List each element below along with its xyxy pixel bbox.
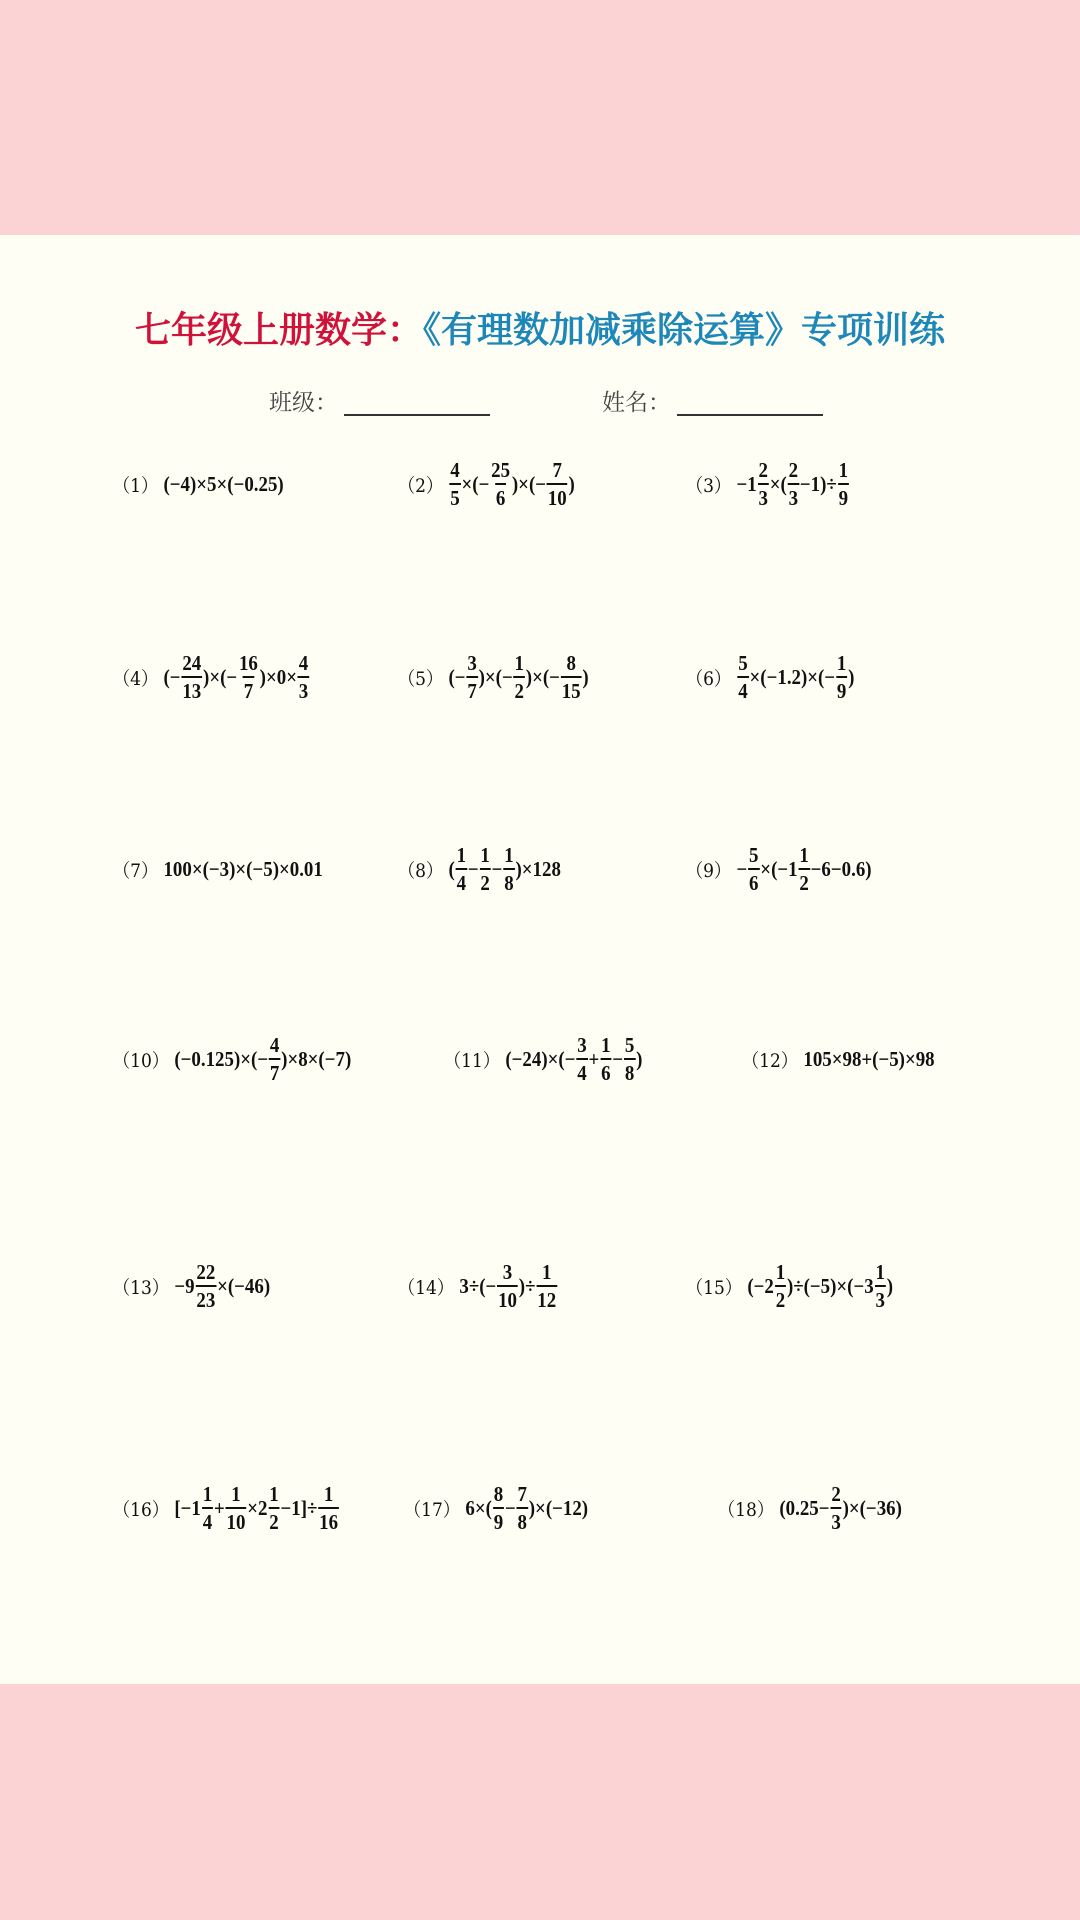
fraction [195,1261,216,1311]
fraction-numerator: 8 [566,650,576,675]
fraction-numerator: 5 [738,650,748,675]
fraction-denominator: 2 [514,676,525,702]
fraction [238,652,259,702]
fraction-numerator: 1 [875,1259,885,1284]
expression-text: 105×98+(−5)×98 [803,1046,935,1071]
problem-2 [398,454,575,514]
fraction-numerator: 1 [456,842,467,867]
fraction-denominator: 7 [269,1058,280,1084]
fraction-denominator: 15 [561,676,582,702]
problem-number: （8） [398,859,444,882]
fraction-numerator: 1 [838,457,849,482]
expression-text: (− [448,664,466,689]
fraction [269,1034,280,1084]
problem-number: （14） [398,1276,454,1299]
fraction-numerator: 1 [836,650,847,675]
expression-text: −1)÷ [799,471,837,496]
problem-11 [444,1029,642,1089]
fraction [268,1483,279,1533]
fraction-numerator: 1 [480,842,490,867]
fraction [181,652,202,702]
fraction-numerator: 1 [323,1481,334,1506]
title-grade: 七年级上册数学： [134,310,423,351]
expression-text: − [491,856,503,881]
expression-text: )÷ [518,1273,536,1298]
fraction-denominator: 4 [576,1058,587,1084]
expression-text: − [612,1046,624,1071]
fraction-denominator: 13 [181,676,202,702]
problem-number: （13） [113,1276,169,1299]
expression-text: )×(− [478,664,513,689]
fraction-denominator: 3 [788,483,799,509]
expression-text: + [588,1046,600,1071]
fraction [875,1261,886,1311]
fraction-numerator: 3 [467,650,477,675]
expression-text: ) [568,471,575,496]
fraction [600,1034,611,1084]
problem-number: （18） [718,1498,774,1521]
fraction-denominator: 2 [480,868,491,894]
problem-number: （3） [686,474,732,497]
problem-6 [686,647,854,707]
problem-number: （10） [113,1049,169,1072]
fraction-numerator: 1 [799,842,809,867]
fraction-denominator: 8 [624,1058,635,1084]
expression-text: ) [636,1046,643,1071]
expression-text: )×(−12) [528,1495,589,1520]
problem-number: （5） [398,667,444,690]
fraction-numerator: 1 [514,650,524,675]
fraction-numerator: 1 [775,1259,786,1284]
problem-15 [686,1256,893,1316]
name-blank[interactable] [677,414,823,416]
expression-text: ) [886,1273,894,1298]
fraction-denominator: 4 [737,676,748,702]
fraction-denominator: 6 [495,483,506,509]
fraction [788,459,799,509]
expression-text: ×(−46) [217,1273,271,1298]
fraction [318,1483,339,1533]
expression-text: + [213,1495,225,1520]
fraction-denominator: 9 [836,676,847,702]
fraction-numerator: 22 [196,1259,216,1284]
problem-number: （12） [742,1049,798,1072]
fraction-denominator: 7 [466,676,477,702]
worksheet-title [0,302,1080,353]
fraction [799,844,810,894]
expression-text: [−1 [174,1495,201,1520]
expression-text: (− [163,664,181,689]
problem-12 [742,1029,935,1089]
expression-text: (−24)×(− [505,1046,576,1071]
expression-text: −9 [174,1273,195,1298]
fraction-denominator: 3 [830,1507,841,1533]
expression-text: − [467,856,479,881]
problem-13 [113,1256,270,1316]
expression-text: − [504,1495,516,1520]
fraction-denominator: 23 [195,1285,216,1311]
fraction [561,652,582,702]
expression-text: ×(− [461,471,490,496]
class-field [269,384,490,417]
fraction [624,1034,635,1084]
fraction [576,1034,587,1084]
expression-text: −1]÷ [280,1495,318,1520]
fraction [836,652,847,702]
fraction-numerator: 1 [202,1481,213,1506]
expression-text: ) [848,664,855,689]
expression-text: )×0× [259,664,297,689]
problem-number: （11） [444,1049,500,1072]
fraction-denominator: 9 [838,483,849,509]
fraction-denominator: 2 [775,1285,786,1311]
expression-text: )×(−36) [842,1495,902,1520]
expression-text: 3÷(− [459,1273,497,1298]
title-suffix: 专项训练 [801,310,946,351]
fraction-numerator: 3 [577,1032,587,1057]
problem-5 [398,647,589,707]
fraction-denominator: 16 [318,1507,339,1533]
fraction-denominator: 4 [202,1507,213,1533]
fraction-numerator: 16 [238,650,258,675]
fraction-numerator: 1 [541,1259,552,1284]
fraction-numerator: 2 [831,1481,841,1506]
bottom-pink-band [0,1684,1080,1920]
problem-1 [113,454,284,514]
fraction [758,459,769,509]
expression-text: (0.25− [779,1495,830,1520]
fraction-numerator: 1 [601,1032,611,1057]
problem-10 [113,1029,351,1089]
expression-text: )×128 [515,856,561,881]
expression-text: ×(−1 [760,856,798,881]
class-label: 班级： [269,390,338,416]
expression-text: )÷(−5)×(−3 [786,1273,874,1298]
problem-number: （6） [686,667,732,690]
fraction [536,1261,557,1311]
expression-text: 6×( [465,1495,492,1520]
expression-text: ×(−1.2)×(− [749,664,836,689]
fraction [298,652,309,702]
fraction-denominator: 3 [875,1285,886,1311]
problem-number: （9） [686,859,732,882]
fraction-denominator: 8 [503,868,514,894]
fraction-numerator: 25 [491,457,511,482]
expression-text: − [736,856,748,881]
fraction [830,1483,841,1533]
fraction [490,459,511,509]
fraction-denominator: 3 [298,676,309,702]
fraction-denominator: 9 [493,1507,504,1533]
fraction-numerator: 2 [788,457,799,482]
problem-16 [113,1478,340,1538]
fraction-denominator: 6 [600,1058,611,1084]
fraction-denominator: 3 [758,483,769,509]
expression-text: ) [582,664,589,689]
fraction-numerator: 7 [517,1481,527,1506]
fraction [466,652,477,702]
fraction [748,844,759,894]
fraction [480,844,491,894]
problem-number: （16） [113,1498,169,1521]
fraction-numerator: 7 [552,457,562,482]
fraction [547,459,568,509]
problem-9 [686,839,872,899]
fraction-numerator: 8 [493,1481,504,1506]
fraction-numerator: 3 [502,1259,513,1284]
fraction [226,1483,247,1533]
fraction-denominator: 4 [456,868,467,894]
fraction-numerator: 24 [182,650,202,675]
fraction-numerator: 2 [758,457,768,482]
expression-text: (−4)×5×(−0.25) [163,471,284,496]
fraction-denominator: 12 [536,1285,557,1311]
fraction [456,844,467,894]
fraction [737,652,748,702]
fraction-numerator: 1 [269,1481,279,1506]
problem-number: （1） [113,474,159,497]
problem-number: （17） [404,1498,460,1521]
fraction [202,1483,213,1533]
fraction-numerator: 4 [450,457,460,482]
expression-text: )×(− [203,664,238,689]
problem-number: （2） [398,474,444,497]
problem-3 [686,454,850,514]
expression-text: 100×(−3)×(−5)×0.01 [163,856,323,881]
expression-text: )×8×(−7) [281,1046,352,1071]
fraction-numerator: 1 [504,842,514,867]
fraction-numerator: 5 [624,1032,635,1057]
fraction-denominator: 2 [799,868,810,894]
problem-14 [398,1256,558,1316]
problem-17 [404,1478,588,1538]
problem-18 [718,1478,902,1538]
title-topic: 《有理数加减乘除运算》 [422,310,801,351]
class-blank[interactable] [344,414,490,416]
top-pink-band [0,0,1080,235]
fraction-denominator: 10 [547,483,568,509]
fraction [503,844,514,894]
problem-number: （7） [113,859,159,882]
expression-text: )×(− [511,471,547,496]
problem-4 [113,647,310,707]
fraction-denominator: 10 [497,1285,518,1311]
expression-text: ×2 [247,1495,268,1520]
fraction-denominator: 6 [748,868,759,894]
expression-text: −1 [736,471,757,496]
fraction [514,652,525,702]
fraction-denominator: 7 [243,676,254,702]
expression-text: ×( [769,471,787,496]
fraction-numerator: 4 [269,1032,280,1057]
fraction-numerator: 4 [298,650,309,675]
fraction [497,1261,518,1311]
worksheet-paper [0,235,1080,1684]
problem-8 [398,839,561,899]
name-field [602,384,823,417]
expression-text: )×(− [525,664,560,689]
fraction [775,1261,786,1311]
fraction [449,459,460,509]
expression-text: ( [448,856,455,881]
name-label: 姓名： [602,390,671,416]
expression-text: (−2 [747,1273,774,1298]
problem-number: （4） [113,667,159,690]
fraction-denominator: 10 [226,1507,247,1533]
fraction-denominator: 8 [517,1507,528,1533]
fraction-denominator: 5 [449,483,460,509]
expression-text: (−0.125)×(− [174,1046,269,1071]
fraction [517,1483,528,1533]
fraction-denominator: 2 [268,1507,279,1533]
problem-number: （15） [686,1276,742,1299]
fraction-numerator: 1 [231,1481,241,1506]
problem-7 [113,839,323,899]
fraction-numerator: 5 [749,842,759,867]
expression-text: −6−0.6) [810,856,872,881]
fraction [493,1483,504,1533]
fraction [838,459,849,509]
